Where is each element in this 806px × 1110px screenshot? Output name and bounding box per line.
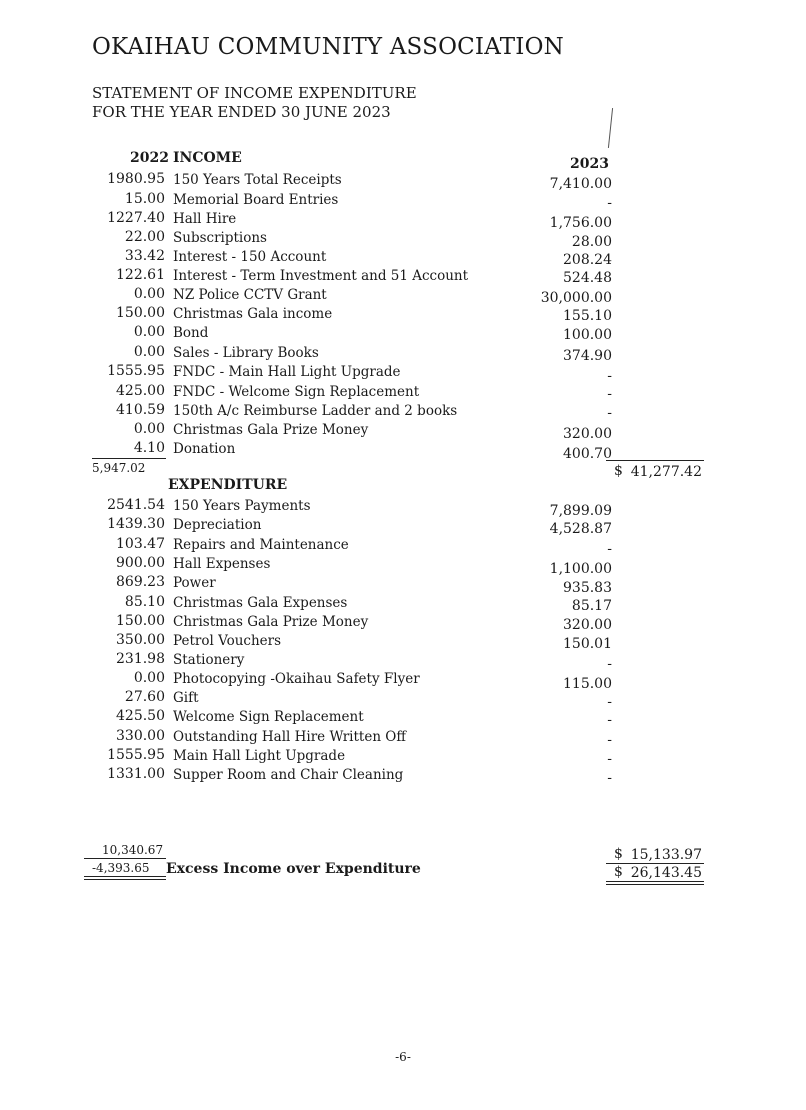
- income-row-label: 150 Years Total Receipts: [173, 172, 342, 188]
- income-row-2023-value: 30,000.00: [540, 290, 612, 306]
- income-row-2022-value: 122.61: [116, 267, 165, 283]
- expenditure-row-label: Photocopying -Okaihau Safety Flyer: [173, 671, 420, 687]
- excess-2022-rule-1: [84, 876, 166, 877]
- income-row-2023-value: 1,756.00: [549, 215, 612, 231]
- income-row-2022-value: 15.00: [124, 191, 165, 207]
- income-total-2023-currency: $: [614, 463, 623, 479]
- income-row-label: Interest - Term Investment and 51 Account: [173, 268, 469, 284]
- income-row-2022-value: 0.00: [133, 286, 165, 302]
- income-row-2022-value: 4.10: [133, 440, 165, 456]
- income-row-2023-value: 155.10: [563, 308, 612, 324]
- expenditure-row-2023-value: 4,528.87: [549, 521, 612, 537]
- income-row-2023-value: 7,410.00: [549, 176, 612, 192]
- income-row-label: Memorial Board Entries: [173, 192, 339, 208]
- expenditure-row-2023-value: -: [607, 751, 612, 767]
- expenditure-row-label: Stationery: [173, 652, 245, 668]
- income-row-2022-value: 425.00: [116, 383, 165, 399]
- income-row-label: Interest - 150 Account: [173, 249, 327, 265]
- col-header-2022: 2022: [130, 150, 169, 166]
- expenditure-total-2022: 10,340.67: [102, 843, 164, 857]
- expenditure-row-2023-value: 7,899.09: [549, 503, 612, 519]
- income-row-2022-value: 0.00: [133, 324, 165, 340]
- col-header-2023: 2023: [570, 156, 609, 172]
- expenditure-heading: EXPENDITURE: [168, 477, 288, 493]
- expenditure-row-2023-value: -: [607, 694, 612, 710]
- expenditure-row-2022-value: 1555.95: [107, 747, 165, 763]
- income-row-label: Hall Hire: [173, 211, 237, 227]
- expenditure-row-2023-value: -: [607, 770, 612, 786]
- statement-period: FOR THE YEAR ENDED 30 JUNE 2023: [92, 103, 391, 121]
- income-row-label: NZ Police CCTV Grant: [173, 287, 327, 303]
- income-row-2023-value: -: [607, 368, 612, 384]
- expenditure-row-label: 150 Years Payments: [173, 498, 311, 514]
- expenditure-row-2022-value: 27.60: [124, 689, 165, 705]
- expenditure-row-2023-value: 320.00: [563, 617, 612, 633]
- expenditure-row-label: Gift: [173, 690, 199, 706]
- expenditure-row-2022-value: 330.00: [116, 728, 165, 744]
- excess-2022: -4,393.65: [92, 861, 150, 875]
- income-row-2023-value: 320.00: [563, 426, 612, 442]
- expenditure-row-2022-value: 350.00: [116, 632, 165, 648]
- expenditure-row-2023-value: 150.01: [563, 636, 612, 652]
- income-row-2022-value: 150.00: [116, 305, 165, 321]
- income-total-2023: 41,277.42: [630, 464, 702, 480]
- income-row-label: Subscriptions: [173, 230, 267, 246]
- expenditure-row-2022-value: 85.10: [124, 594, 165, 610]
- income-row-2022-value: 33.42: [124, 248, 165, 264]
- expenditure-row-label: Welcome Sign Replacement: [173, 709, 364, 725]
- expenditure-row-2023-value: -: [607, 712, 612, 728]
- income-total-2022: 5,947.02: [92, 461, 146, 475]
- statement-title: STATEMENT OF INCOME EXPENDITURE: [92, 84, 417, 102]
- income-row-2023-value: -: [607, 195, 612, 211]
- expenditure-row-label: Power: [173, 575, 216, 591]
- expenditure-row-2022-value: 103.47: [116, 536, 165, 552]
- expenditure-row-2022-value: 1331.00: [107, 766, 165, 782]
- income-row-2022-value: 1227.40: [107, 210, 165, 226]
- organization-title: OKAIHAU COMMUNITY ASSOCIATION: [92, 34, 564, 60]
- expenditure-row-2023-value: -: [607, 541, 612, 557]
- expenditure-row-2022-value: 900.00: [116, 555, 165, 571]
- income-row-label: Sales - Library Books: [173, 345, 319, 361]
- expenditure-row-label: Outstanding Hall Hire Written Off: [173, 729, 406, 745]
- expenditure-row-2022-value: 2541.54: [107, 497, 165, 513]
- income-row-2023-value: 524.48: [563, 270, 612, 286]
- income-row-2022-value: 1555.95: [107, 363, 165, 379]
- expenditure-row-2023-value: 935.83: [563, 580, 612, 596]
- expenditure-row-label: Repairs and Maintenance: [173, 537, 349, 553]
- expenditure-row-2022-value: 150.00: [116, 613, 165, 629]
- income-row-2023-value: -: [607, 405, 612, 421]
- income-2022-rule: [92, 458, 166, 459]
- income-row-label: Christmas Gala Prize Money: [173, 422, 369, 438]
- excess-2023: 26,143.45: [630, 865, 702, 881]
- income-row-2022-value: 0.00: [133, 344, 165, 360]
- income-row-2022-value: 0.00: [133, 421, 165, 437]
- expenditure-row-2022-value: 869.23: [116, 574, 165, 590]
- income-row-label: Donation: [173, 441, 236, 457]
- income-heading: INCOME: [173, 150, 242, 166]
- expenditure-row-2023-value: -: [607, 656, 612, 672]
- expenditure-row-2022-value: 0.00: [133, 670, 165, 686]
- excess-currency: $: [614, 864, 623, 880]
- income-row-2023-value: 28.00: [571, 234, 612, 250]
- expenditure-row-2022-value: 231.98: [116, 651, 165, 667]
- expenditure-row-label: Main Hall Light Upgrade: [173, 748, 346, 764]
- expenditure-2022-rule: [84, 858, 166, 859]
- income-row-2022-value: 22.00: [124, 229, 165, 245]
- expenditure-row-2023-value: -: [607, 732, 612, 748]
- income-2023-rule: [606, 460, 704, 461]
- expenditure-row-2023-value: 85.17: [571, 598, 612, 614]
- income-row-2023-value: -: [607, 386, 612, 402]
- expenditure-row-label: Supper Room and Chair Cleaning: [173, 767, 404, 783]
- income-row-2023-value: 400.70: [563, 446, 612, 462]
- expenditure-row-2022-value: 1439.30: [107, 516, 165, 532]
- income-row-label: 150th A/c Reimburse Ladder and 2 books: [173, 403, 458, 419]
- page-number: -6-: [395, 1050, 411, 1064]
- expenditure-row-2023-value: 1,100.00: [549, 561, 612, 577]
- income-row-label: FNDC - Main Hall Light Upgrade: [173, 364, 401, 380]
- expenditure-row-label: Depreciation: [173, 517, 262, 533]
- expenditure-row-label: Hall Expenses: [173, 556, 271, 572]
- income-row-2023-value: 374.90: [563, 348, 612, 364]
- excess-2023-rule-2: [606, 884, 704, 885]
- income-row-2023-value: 100.00: [563, 327, 612, 343]
- excess-label: Excess Income over Expenditure: [166, 861, 421, 877]
- excess-2023-rule-1: [606, 881, 704, 882]
- expenditure-total-2023: 15,133.97: [630, 847, 702, 863]
- expenditure-row-label: Petrol Vouchers: [173, 633, 282, 649]
- expenditure-row-2023-value: 115.00: [563, 676, 612, 692]
- expenditure-total-2023-currency: $: [614, 846, 623, 862]
- income-row-label: Christmas Gala income: [173, 306, 333, 322]
- income-row-label: Bond: [173, 325, 209, 341]
- scan-mark: [608, 108, 613, 148]
- income-row-2022-value: 410.59: [116, 402, 165, 418]
- expenditure-row-label: Christmas Gala Expenses: [173, 595, 348, 611]
- income-row-label: FNDC - Welcome Sign Replacement: [173, 384, 420, 400]
- income-row-2023-value: 208.24: [563, 252, 612, 268]
- expenditure-row-2022-value: 425.50: [116, 708, 165, 724]
- excess-2022-rule-2: [84, 879, 166, 880]
- expenditure-row-label: Christmas Gala Prize Money: [173, 614, 369, 630]
- income-row-2022-value: 1980.95: [107, 171, 165, 187]
